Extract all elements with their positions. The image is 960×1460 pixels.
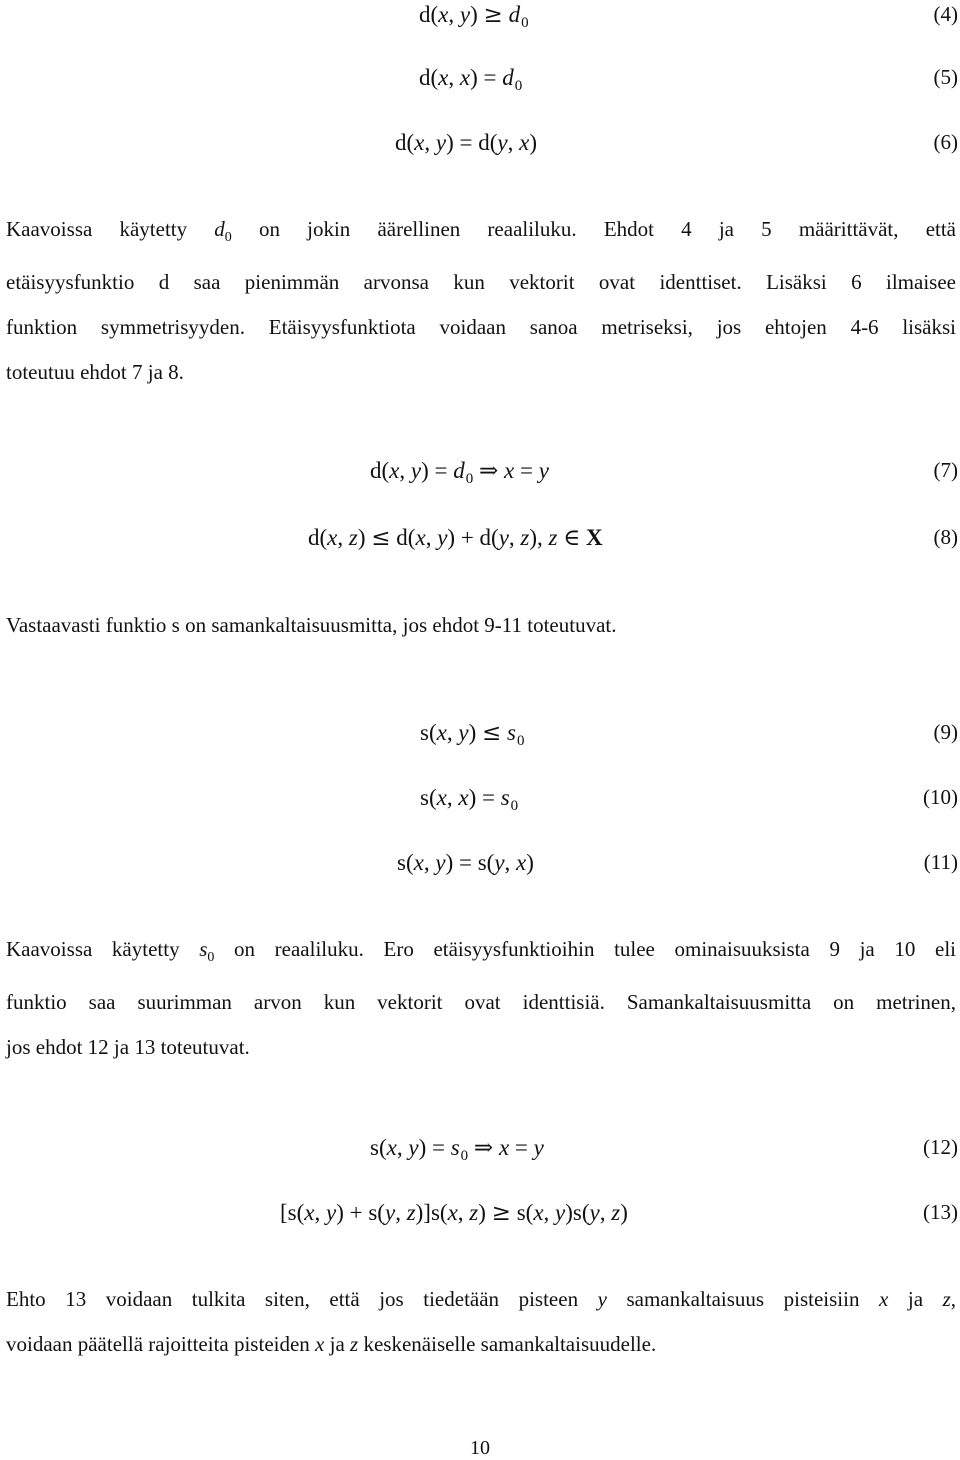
paragraph-1-line-4: toteutuu ehdot 7 ja 8. [6, 360, 184, 385]
paragraph-1-line-2: etäisyysfunktio d saa pienimmän arvonsa kun vektorit ovat identtiset. Lisäksi 6 ilmaisee [6, 270, 956, 295]
equation-12-number: (12) [923, 1135, 958, 1159]
paragraph-4-line-2: voidaan päätellä rajoitteita pisteiden x ja z keskenäiselle samankaltaisuudelle. [6, 1332, 657, 1356]
paragraph-2-line-1: Vastaavasti funktio s on samankaltaisuusmitta, jos ehdot 9-11 toteutuvat. [6, 613, 617, 637]
equation-13-number: (13) [923, 1200, 958, 1224]
equation-10 [0, 785, 960, 825]
equation-9 [0, 720, 960, 760]
equation-11-formula: s(x, y) = s(y, x) [397, 850, 534, 875]
equation-8-number: (8) [933, 525, 958, 549]
paragraph-3-line-1: Kaavoissa käytetty $s_0$ on reaaliluku. Ero etäisyysfunktioihin tulee ominaisuuksista 9 ja 10 eli [6, 937, 956, 966]
paragraph-3-line-2: funktio saa suurimman arvon kun vektorit ovat identtisiä. Samankaltaisuusmitta on metrinen, [6, 990, 956, 1015]
equation-6-formula: d(x, y) = d(y, x) [395, 130, 538, 155]
paragraph-1 [6, 207, 956, 395]
equation-13-formula: [s(x, y) + s(y, z)]s(x, z) ≥ s(x, y)s(y, z) [280, 1200, 628, 1226]
equation-7-number: (7) [933, 458, 958, 482]
paragraph-3 [6, 927, 956, 1070]
equation-4-formula: d(x, $y) \ge d_0$ [419, 2, 529, 31]
paragraph-1-line-3: funktion symmetrisyyden. Etäisyysfunktiota voidaan sanoa metriseksi, jos ehtojen 4-6 lisäksi [6, 315, 956, 340]
equation-12 [0, 1135, 960, 1175]
equation-8 [0, 525, 960, 565]
equation-9-number: (9) [933, 720, 958, 744]
page-number: 10 [470, 1437, 490, 1459]
paragraph-4 [6, 1277, 956, 1367]
equation-4 [0, 2, 960, 42]
paragraph-2 [6, 603, 956, 648]
equation-5-number: (5) [933, 65, 958, 89]
equation-11-number: (11) [923, 850, 958, 874]
equation-8-formula: d(x, z) ≤ d(x, y) + d(y, z), z ∈ X [308, 525, 603, 551]
equation-9-formula: s(x, $y) \le s_0$ [420, 720, 525, 749]
equation-7 [0, 458, 960, 498]
equation-10-formula: s(x, $x) = s_0$ [420, 785, 519, 814]
equation-11 [0, 850, 960, 890]
equation-7-formula: d(x, $y) = d_0$ ⇒ x = y [370, 458, 549, 487]
equation-13 [0, 1200, 960, 1240]
equation-5 [0, 65, 960, 105]
equation-5-formula: d(x, $x) = d_0$ [419, 65, 523, 94]
paragraph-1-line-1: Kaavoissa käytetty $d_0$ on jokin äärellinen reaaliluku. Ehdot 4 ja 5 määrittävät, että [6, 217, 956, 246]
equation-12-formula: s(x, $y) = s_0$ ⇒ x = y [370, 1135, 544, 1164]
equation-6 [0, 130, 960, 170]
equation-10-number: (10) [923, 785, 958, 809]
paragraph-3-line-3: jos ehdot 12 ja 13 toteutuvat. [6, 1035, 250, 1060]
equation-4-number: (4) [933, 2, 958, 26]
paragraph-4-line-1: Ehto 13 voidaan tulkita siten, että jos tiedetään pisteen y samankaltaisuus pisteisiin x ja z, [6, 1287, 957, 1311]
equation-6-number: (6) [933, 130, 958, 154]
